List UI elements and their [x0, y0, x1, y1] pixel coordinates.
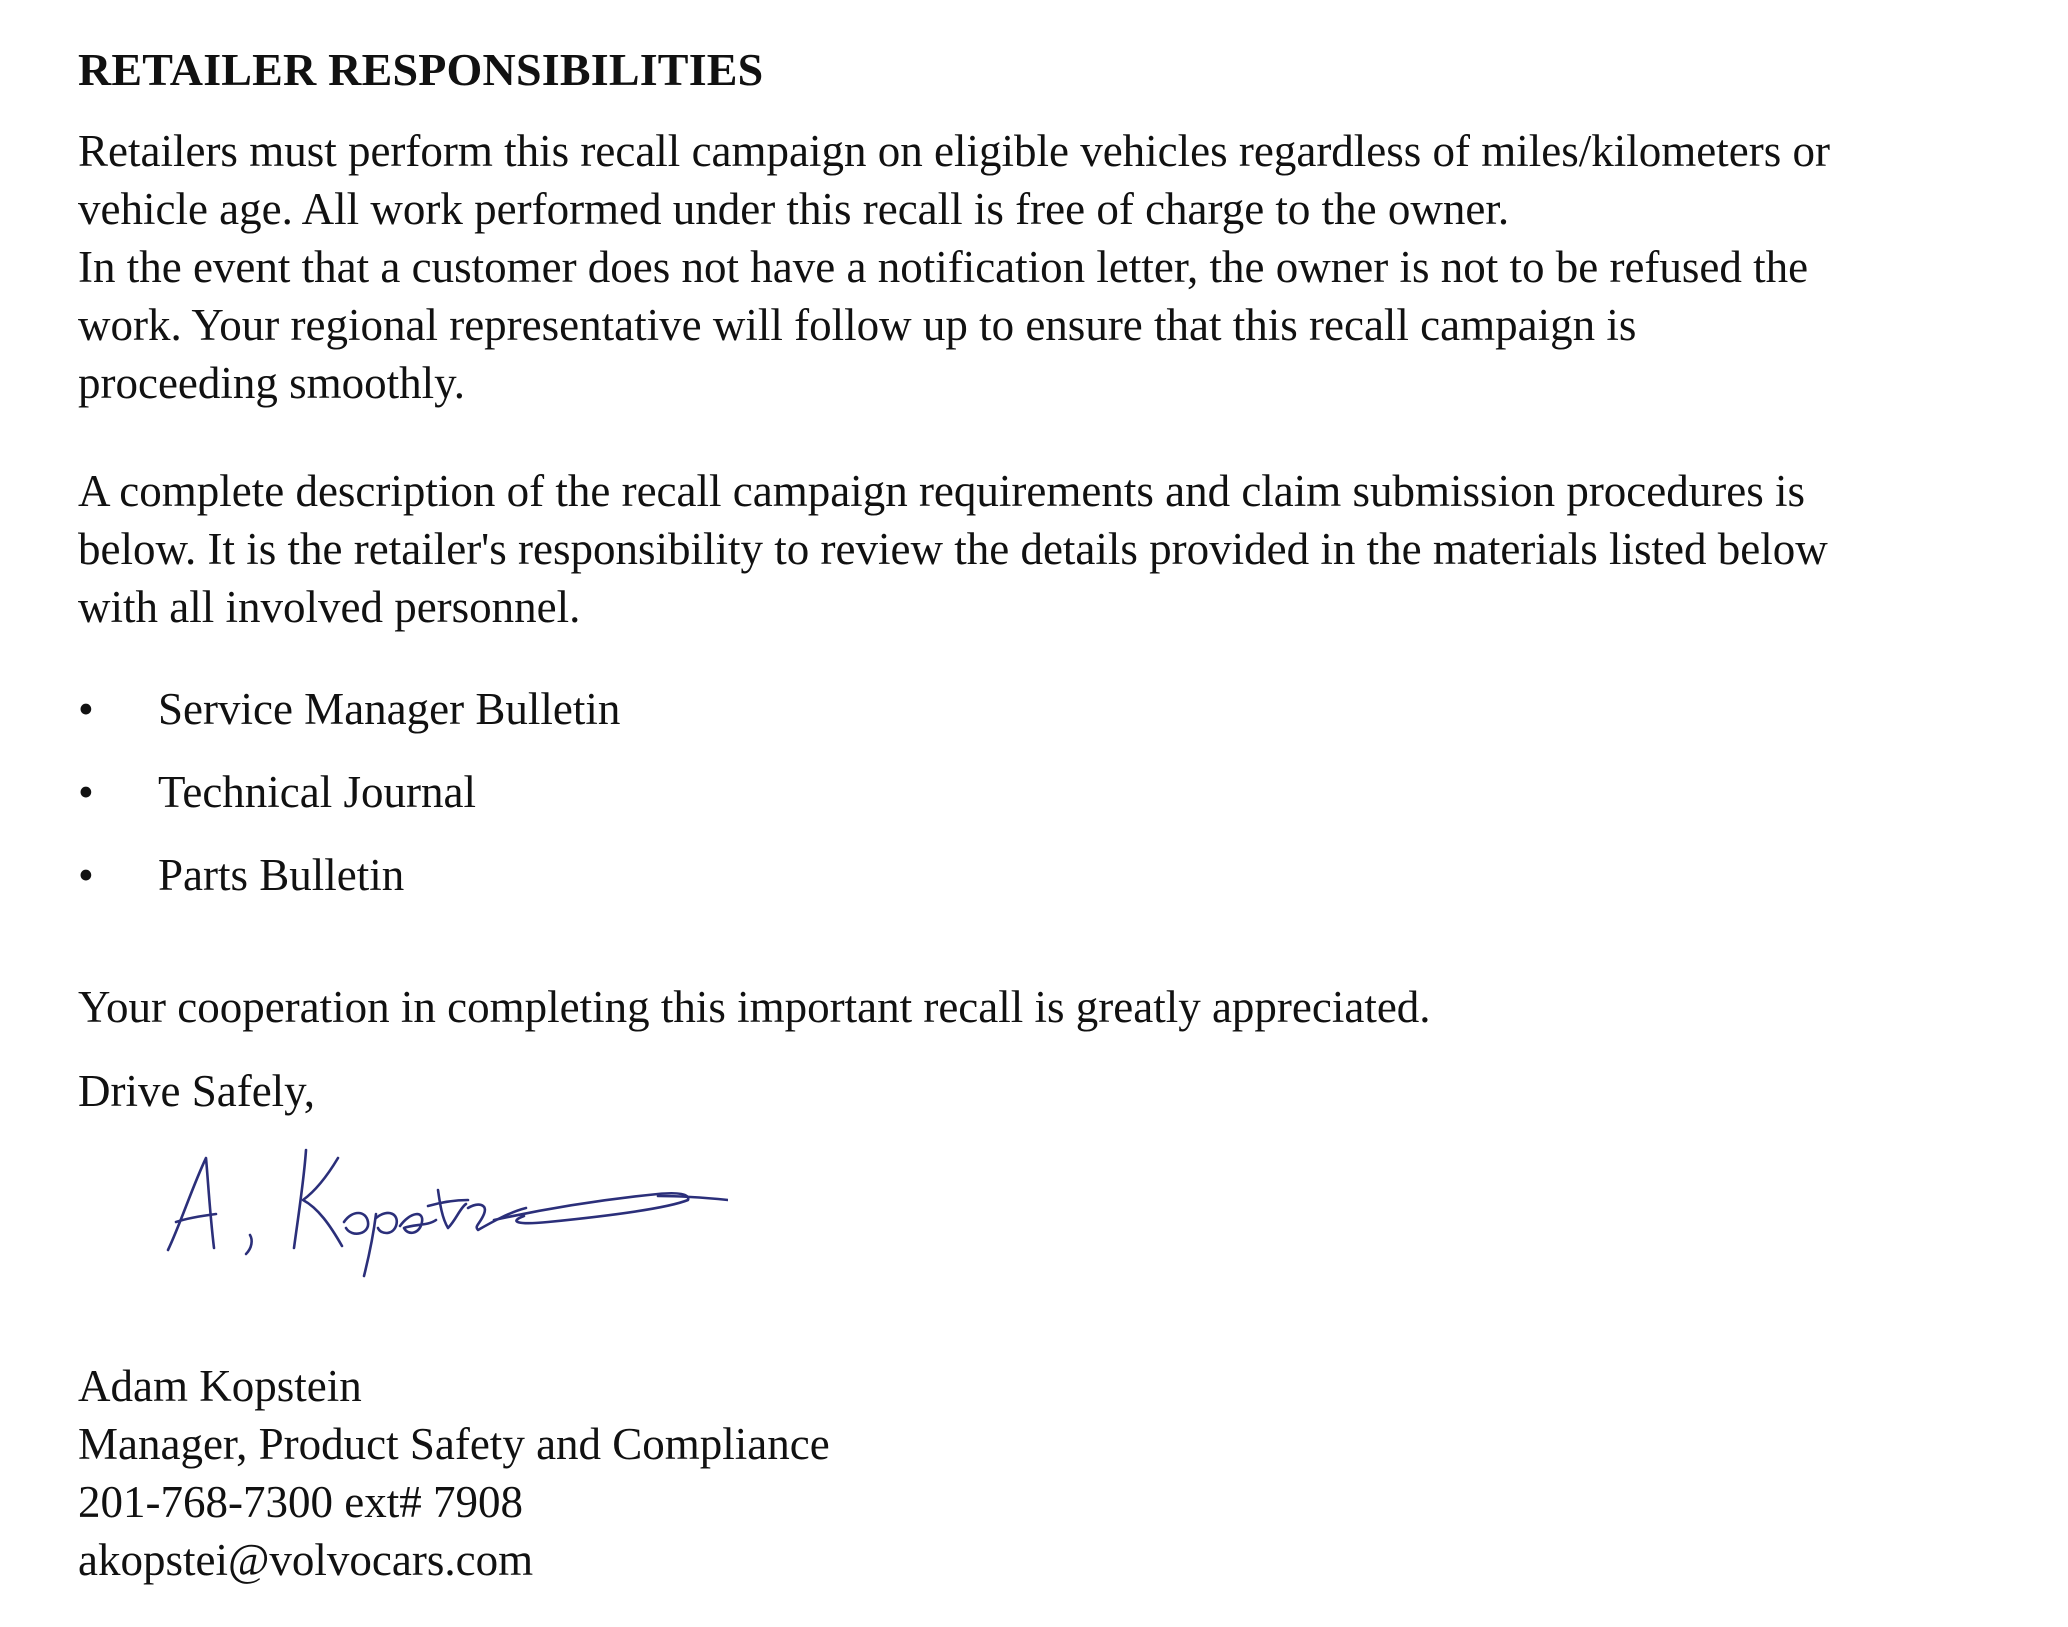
paragraph-campaign-description: [78, 462, 1828, 636]
signer-email: akopstei@volvocars.com: [78, 1535, 534, 1585]
salutation: Drive Safely,: [78, 1066, 315, 1116]
handwritten-signature: [138, 1130, 728, 1280]
bullet-icon: •: [78, 684, 94, 734]
paragraph-line: Retailers must perform this recall campaign on eligible vehicles regardless of miles/kilometers or: [78, 126, 1830, 176]
paragraph-line: work. Your regional representative will follow up to ensure that this recall campaign is: [78, 300, 1637, 350]
paragraph-retailer-duties: [78, 122, 1830, 412]
signer-contact: [78, 1357, 830, 1589]
paragraph-line: A complete description of the recall campaign requirements and claim submission procedures is: [78, 466, 1805, 516]
list-item-label: Technical Journal: [158, 767, 476, 817]
section-heading: RETAILER RESPONSIBILITIES: [78, 44, 764, 95]
paragraph-line: below. It is the retailer's responsibility to review the details provided in the materials listed below: [78, 524, 1828, 574]
list-item-label: Service Manager Bulletin: [158, 684, 621, 734]
paragraph-line: vehicle age. All work performed under this recall is free of charge to the owner.: [78, 184, 1510, 234]
closing-line: Your cooperation in completing this important recall is greatly appreciated.: [78, 982, 1431, 1032]
bullet-icon: •: [78, 850, 94, 900]
signer-title: Manager, Product Safety and Compliance: [78, 1419, 830, 1469]
bullet-icon: •: [78, 767, 94, 817]
paragraph-line: proceeding smoothly.: [78, 358, 466, 408]
signer-phone: 201-768-7300 ext# 7908: [78, 1477, 523, 1527]
paragraph-line: In the event that a customer does not have a notification letter, the owner is not to be refused the: [78, 242, 1809, 292]
letter-page: [78, 0, 2038, 1627]
paragraph-line: with all involved personnel.: [78, 582, 581, 632]
signer-name: Adam Kopstein: [78, 1361, 362, 1411]
list-item-label: Parts Bulletin: [158, 850, 405, 900]
